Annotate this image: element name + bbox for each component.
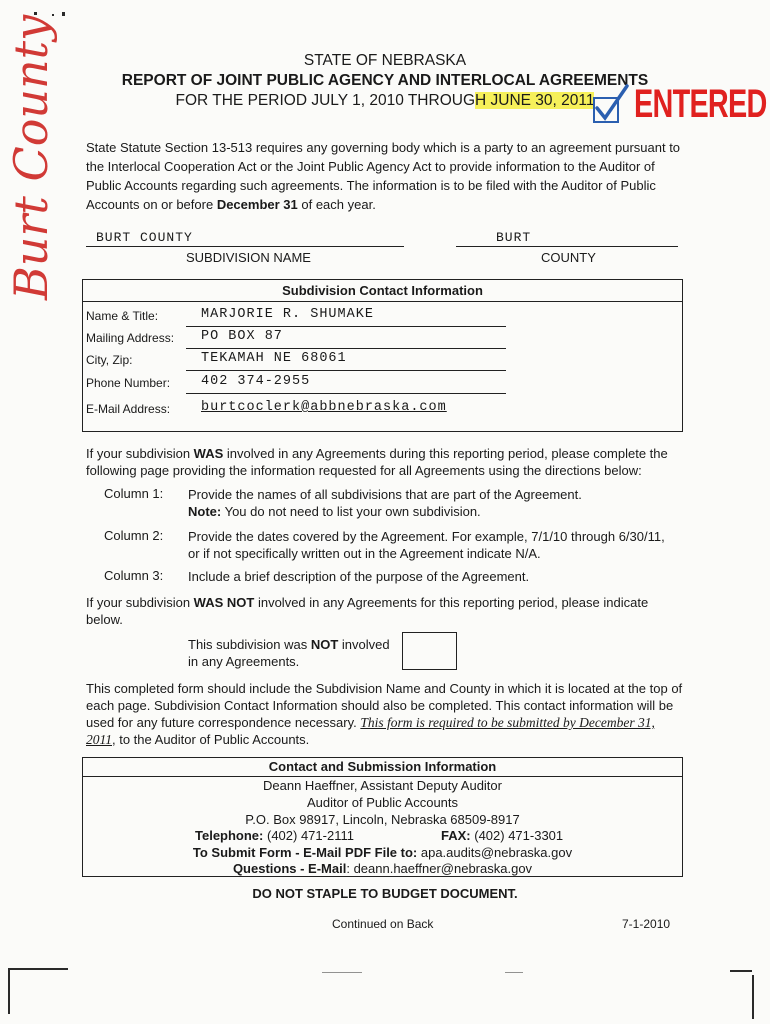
telephone-value: (402) 471-2111 bbox=[263, 828, 354, 843]
fax-label: FAX: bbox=[441, 828, 471, 843]
continued-on-back: Continued on Back bbox=[332, 917, 434, 931]
not-involved-checkbox[interactable] bbox=[402, 632, 457, 670]
submission-info-box bbox=[82, 757, 683, 877]
para-text: This subdivision was bbox=[188, 637, 311, 652]
contact-box-title: Subdivision Contact Information bbox=[83, 280, 682, 302]
contact-value: MARJORIE R. SHUMAKE bbox=[201, 307, 374, 322]
para-text: involved in any Agreements during this reporting period, please complete the following page providing the information requested for all Agreements using the directions below: bbox=[86, 446, 668, 478]
contact-value: TEKAMAH NE 68061 bbox=[201, 351, 347, 366]
fax-value: (402) 471-3301 bbox=[470, 828, 564, 843]
was-not-involved-paragraph bbox=[86, 594, 686, 628]
fax-line bbox=[441, 828, 563, 843]
column-text: Provide the names of all subdivisions that are part of the Agreement. bbox=[188, 487, 582, 502]
scan-speck bbox=[505, 972, 523, 973]
contact-row-mailing bbox=[83, 327, 682, 349]
note-text: You do not need to list your own subdivision. bbox=[221, 504, 481, 519]
note-label: Note: bbox=[188, 504, 222, 519]
scan-edge-mark bbox=[8, 968, 68, 970]
para-text: If your subdivision bbox=[86, 446, 194, 461]
para-text: , to the Auditor of Public Accounts. bbox=[112, 732, 310, 747]
submit-label: To Submit Form - E-Mail PDF File to: bbox=[192, 845, 418, 860]
submission-box-title: Contact and Submission Information bbox=[83, 758, 682, 777]
column-1-label: Column 1: bbox=[104, 486, 164, 501]
scan-speck bbox=[322, 972, 362, 973]
not-involved-statement bbox=[188, 636, 403, 670]
para-text: This completed form should include the Subdivision Name and County in which it is located at the top of each page. Subdivision Contact Information should also be completed. This contact information will be used for any future correspondence necessary. bbox=[86, 681, 683, 730]
county-value: BURT bbox=[496, 230, 532, 245]
contact-label: Name & Title: bbox=[86, 309, 159, 323]
entered-stamp: ENTERED bbox=[634, 82, 767, 126]
highlighted-period-end: H JUNE 30, 2011 bbox=[475, 92, 595, 109]
statute-paragraph bbox=[86, 138, 686, 214]
submit-email-line bbox=[83, 845, 682, 860]
contact-label: Phone Number: bbox=[86, 376, 171, 390]
column-2-label: Column 2: bbox=[104, 528, 164, 543]
no-staple-notice: DO NOT STAPLE TO BUDGET DOCUMENT. bbox=[252, 886, 518, 901]
handwritten-county-note: Burt County bbox=[4, 14, 58, 300]
contact-label: City, Zip: bbox=[86, 353, 133, 367]
contact-row-name bbox=[83, 305, 682, 327]
was-involved-paragraph bbox=[86, 445, 686, 479]
para-text: If your subdivision bbox=[86, 595, 194, 610]
statute-tail: of each year. bbox=[297, 197, 376, 212]
header-period-text: FOR THE PERIOD JULY 1, 2010 THROUG bbox=[175, 92, 475, 109]
field-underline bbox=[186, 393, 506, 394]
county-label: COUNTY bbox=[541, 250, 596, 265]
subdivision-contact-box bbox=[82, 279, 683, 432]
para-text: involved in any Agreements. bbox=[188, 637, 390, 669]
was-emphasis: WAS bbox=[193, 446, 224, 461]
column-1-text bbox=[188, 486, 668, 520]
not-emphasis: NOT bbox=[310, 637, 339, 652]
scan-edge-mark bbox=[8, 968, 10, 1014]
contact-row-email bbox=[83, 398, 682, 420]
statute-text: State Statute Section 13-513 requires any governing body which is a party to an agreement pursuant to the Interlocal Cooperation Act or the Joint Public Agency Act to provide information to the Auditor of Public Accounts regarding such agreements. The information is to be filed with the Auditor of Public Accounts on or before bbox=[86, 140, 681, 212]
submit-email[interactable]: apa.audits@nebraska.gov bbox=[417, 845, 573, 860]
auditor-office: Auditor of Public Accounts bbox=[306, 795, 459, 810]
para-text: involved in any Agreements for this reporting period, please indicate below. bbox=[86, 595, 649, 627]
auditor-address: P.O. Box 98917, Lincoln, Nebraska 68509-8917 bbox=[245, 812, 520, 827]
completed-form-paragraph bbox=[86, 680, 686, 748]
telephone-line bbox=[195, 828, 354, 843]
header-report-title: REPORT OF JOINT PUBLIC AGENCY AND INTERLOCAL AGREEMENTS bbox=[121, 72, 649, 89]
check-mark-icon bbox=[591, 84, 631, 126]
contact-row-phone bbox=[83, 372, 682, 394]
contact-value: PO BOX 87 bbox=[201, 329, 283, 344]
deadline-notice: This form is required to be submitted by December 31, 2011 bbox=[86, 715, 655, 747]
questions-email[interactable]: : deann.haeffner@nebraska.gov bbox=[346, 861, 533, 876]
contact-row-city bbox=[83, 349, 682, 371]
form-version-date: 7-1-2010 bbox=[622, 917, 671, 931]
subdivision-name-label: SUBDIVISION NAME bbox=[186, 250, 311, 265]
questions-label: Questions - E-Mail bbox=[232, 861, 347, 876]
telephone-label: Telephone: bbox=[195, 828, 264, 843]
county-underline bbox=[456, 246, 678, 247]
contact-label: E-Mail Address: bbox=[86, 402, 171, 416]
statute-deadline: December 31 bbox=[216, 197, 298, 212]
was-not-emphasis: WAS NOT bbox=[193, 595, 255, 610]
contact-value: 402 374-2955 bbox=[201, 374, 311, 389]
field-underline bbox=[186, 370, 506, 371]
column-2-text: Provide the dates covered by the Agreement. For example, 7/1/10 through 6/30/11, or if not specifically written out in the Agreement indicate N/A. bbox=[188, 529, 665, 561]
column-3-text: Include a brief description of the purpose of the Agreement. bbox=[188, 569, 530, 584]
column-3-label: Column 3: bbox=[104, 568, 164, 583]
scan-speck bbox=[62, 12, 65, 16]
subdivision-name-value: BURT COUNTY bbox=[96, 230, 193, 245]
header-state: STATE OF NEBRASKA bbox=[303, 52, 467, 69]
scan-edge-mark bbox=[730, 970, 752, 972]
auditor-name: Deann Haeffner, Assistant Deputy Auditor bbox=[263, 778, 502, 793]
contact-label: Mailing Address: bbox=[86, 331, 175, 345]
subdivision-name-underline bbox=[86, 246, 404, 247]
scan-edge-mark bbox=[752, 975, 754, 1019]
questions-email-line bbox=[83, 861, 682, 876]
contact-value: burtcoclerk@abbnebraska.com bbox=[201, 400, 447, 415]
